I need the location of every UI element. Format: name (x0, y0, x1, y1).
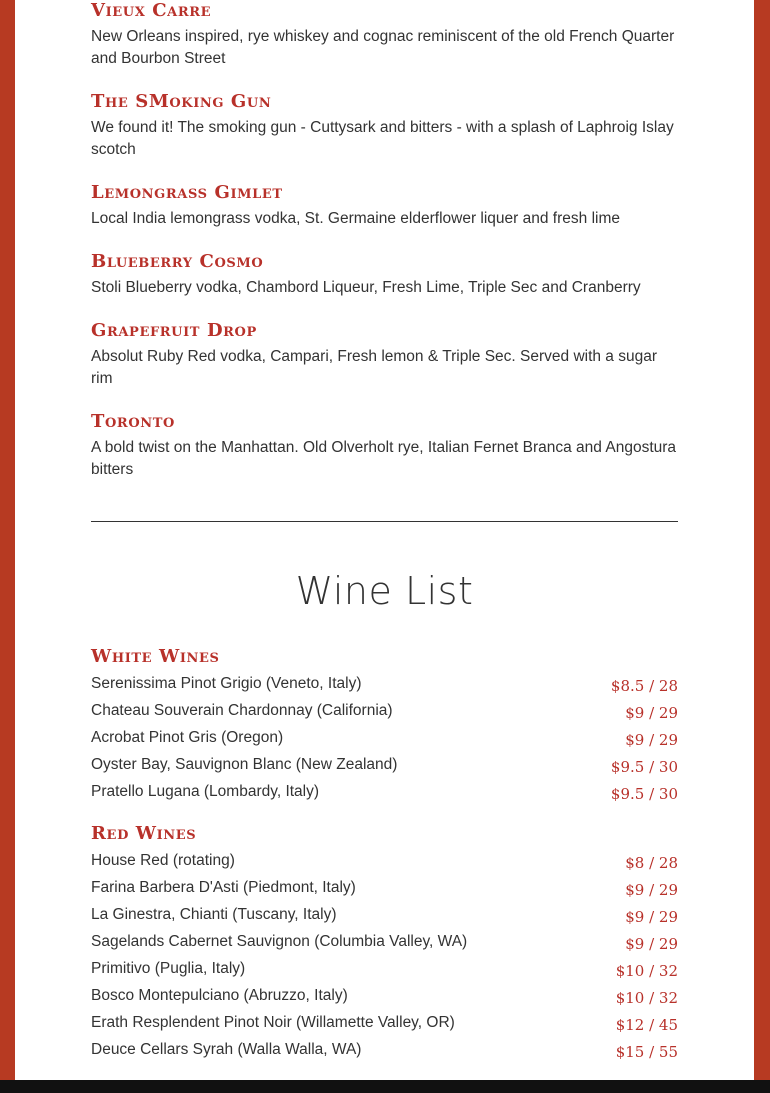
cocktail-description: Absolut Ruby Red vodka, Campari, Fresh lemon & Triple Sec. Served with a sugar rim (91, 348, 658, 387)
cocktail-name: Toronto (91, 411, 175, 432)
cocktail-item (91, 182, 678, 230)
wine-price: $15 / 55 (615, 1043, 678, 1061)
wine-price: $10 / 32 (615, 989, 678, 1007)
menu-panel (15, 0, 754, 1080)
wine-name: Pratello Lugana (Lombardy, Italy) (91, 783, 320, 800)
section-divider (91, 521, 678, 522)
wine-row (91, 700, 678, 727)
wine-name: Oyster Bay, Sauvignon Blanc (New Zealand) (91, 756, 398, 773)
wine-price: $9 / 29 (625, 881, 678, 899)
cocktail-description: We found it! The smoking gun - Cuttysark and bitters - with a splash of Laphroig Islay scotch (91, 119, 674, 158)
wine-price: $10 / 32 (615, 962, 678, 980)
wine-name: Sagelands Cabernet Sauvignon (Columbia Valley, WA) (91, 933, 468, 950)
wine-row (91, 1039, 678, 1066)
wine-list-title: Wine List (295, 569, 474, 613)
wine-row (91, 877, 678, 904)
wine-price: $9.5 / 30 (610, 758, 678, 776)
cocktail-name: Blueberry Cosmo (91, 251, 264, 272)
wine-price: $9 / 29 (625, 935, 678, 953)
wine-price: $9 / 29 (625, 731, 678, 749)
wine-name: La Ginestra, Chianti (Tuscany, Italy) (91, 906, 337, 923)
cocktail-item (91, 91, 678, 161)
cocktail-description: Stoli Blueberry vodka, Chambord Liqueur, Fresh Lime, Triple Sec and Cranberry (91, 279, 641, 296)
wine-price: $9 / 29 (625, 704, 678, 722)
wine-row (91, 931, 678, 958)
wine-row (91, 673, 678, 700)
cocktail-description: A bold twist on the Manhattan. Old Olverholt rye, Italian Fernet Branca and Angostura bitters (91, 439, 677, 478)
wine-name: Bosco Montepulciano (Abruzzo, Italy) (91, 987, 348, 1004)
wine-row (91, 754, 678, 781)
cocktail-item (91, 251, 678, 299)
wine-name: House Red (rotating) (91, 852, 235, 869)
cocktail-name: The SMoking Gun (91, 91, 272, 112)
wine-row (91, 958, 678, 985)
cocktail-description: New Orleans inspired, rye whiskey and cognac reminiscent of the old French Quarter and Bourbon Street (91, 28, 675, 67)
cocktail-item (91, 411, 678, 481)
wine-row (91, 727, 678, 754)
cocktail-name: Vieux Carre (91, 0, 212, 21)
cocktail-item (91, 0, 678, 70)
wine-row (91, 781, 678, 808)
wine-row (91, 1012, 678, 1039)
wine-row (91, 904, 678, 931)
cocktail-name: Lemongrass Gimlet (91, 182, 283, 203)
wine-price: $8.5 / 28 (610, 677, 678, 695)
wine-name: Acrobat Pinot Gris (Oregon) (91, 729, 284, 746)
cocktail-description: Local India lemongrass vodka, St. Germaine elderflower liquer and fresh lime (91, 210, 620, 227)
white-wines-heading: White Wines (91, 646, 220, 667)
wine-name: Chateau Souverain Chardonnay (California) (91, 702, 393, 719)
wine-name: Serenissima Pinot Grigio (Veneto, Italy) (91, 675, 362, 692)
wine-name: Erath Resplendent Pinot Noir (Willamette Valley, OR) (91, 1014, 455, 1031)
footer-bar (0, 1080, 770, 1093)
wine-name: Farina Barbera D'Asti (Piedmont, Italy) (91, 879, 356, 896)
wine-name: Primitivo (Puglia, Italy) (91, 960, 246, 977)
wine-row (91, 850, 678, 877)
wine-row (91, 985, 678, 1012)
cocktail-name: Grapefruit Drop (91, 320, 257, 341)
cocktail-item (91, 320, 678, 390)
wine-price: $9 / 29 (625, 908, 678, 926)
wine-price: $12 / 45 (615, 1016, 678, 1034)
wine-price: $9.5 / 30 (610, 785, 678, 803)
wine-name: Deuce Cellars Syrah (Walla Walla, WA) (91, 1041, 362, 1058)
red-wines-heading: Red Wines (91, 823, 197, 844)
wine-price: $8 / 28 (625, 854, 678, 872)
